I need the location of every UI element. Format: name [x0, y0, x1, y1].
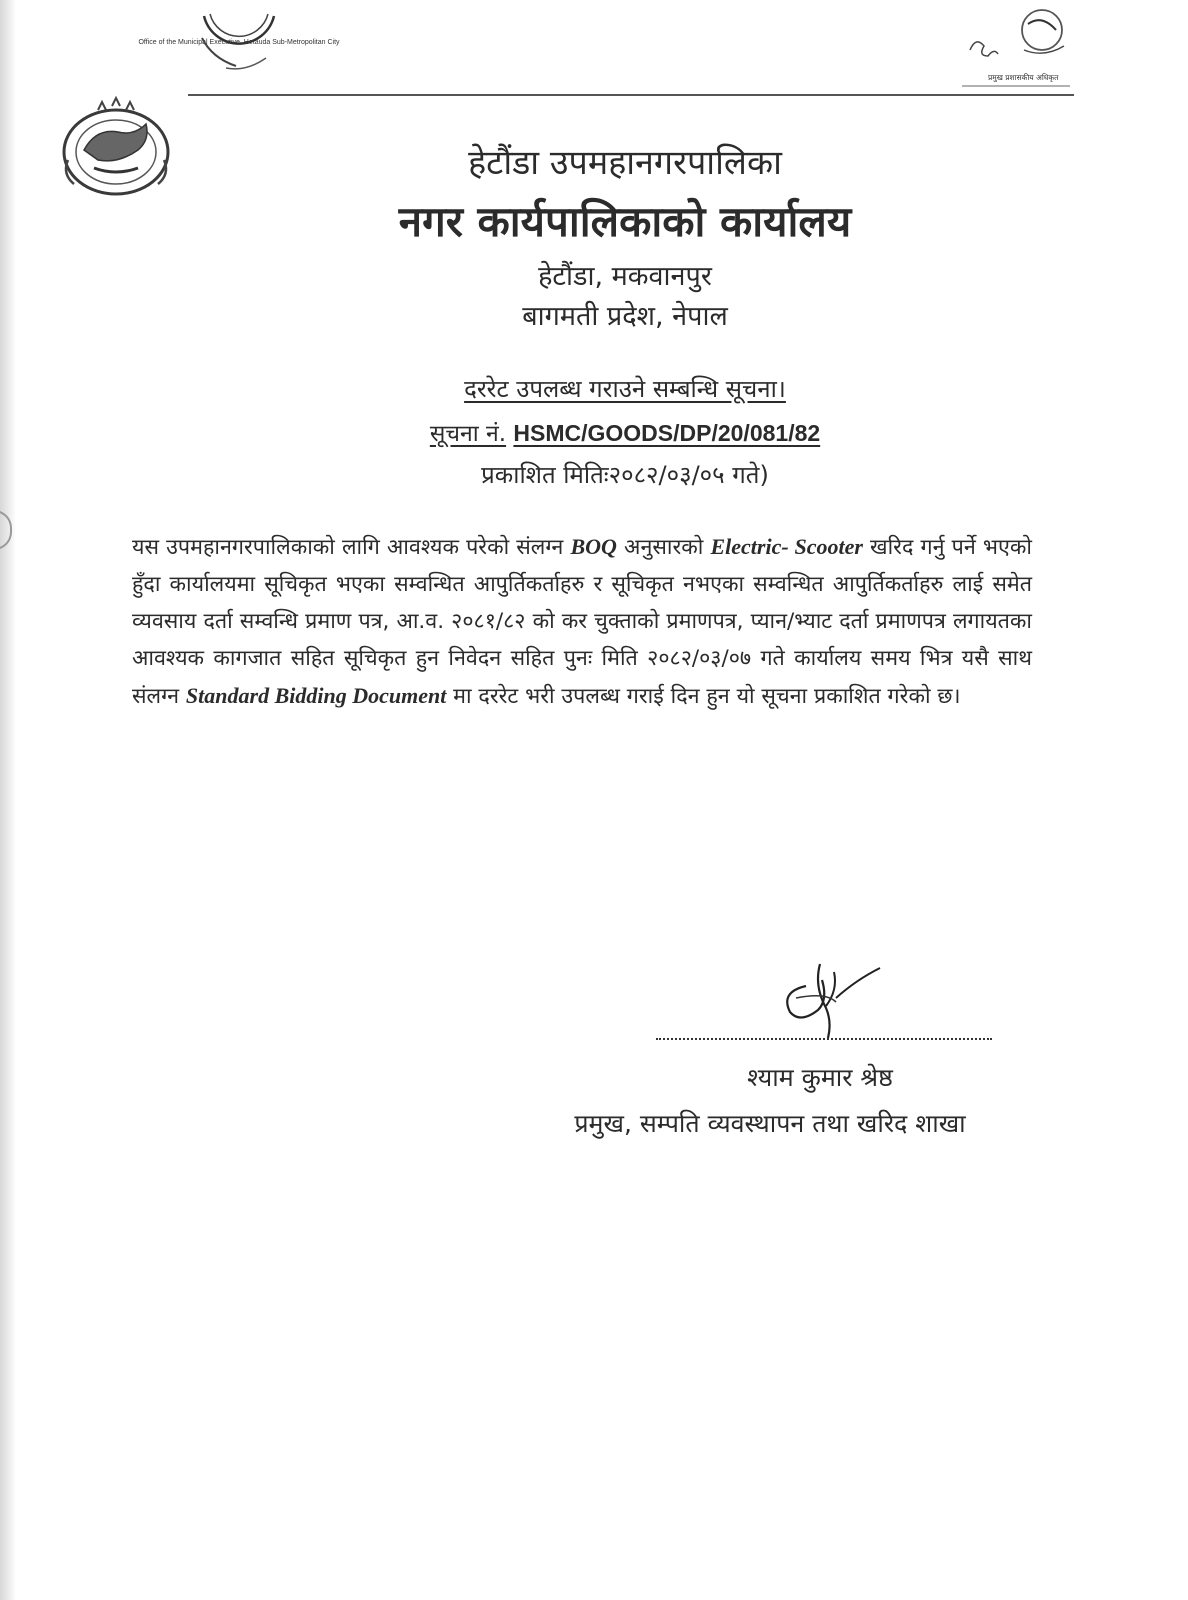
body-document-name: Standard Bidding Document — [185, 683, 447, 708]
office-title: नगर कार्यपालिकाको कार्यालय — [398, 197, 852, 246]
office-address-city: हेटौंडा, मकवानपुर — [538, 261, 712, 292]
notice-subject-text: दररेट उपलब्ध गराउने सम्बन्धि सूचना। — [464, 375, 786, 403]
body-boq: BOQ — [570, 534, 617, 559]
publish-date: प्रकाशित मितिः२०८२/०३/०५ गते) — [481, 461, 769, 489]
office-address-province: बागमती प्रदेश, नेपाल — [522, 301, 728, 332]
office-stamp-right — [958, 6, 1074, 96]
header-divider — [188, 94, 1074, 96]
notice-body — [132, 528, 1032, 715]
signatory-role: प्रमुख, सम्पति व्यवस्थापन तथा खरिद शाखा — [574, 1109, 966, 1138]
stamp-right-text: प्रमुख प्रशासकीय अधिकृत — [988, 73, 1059, 82]
body-text-part2: अनुसारको — [616, 535, 711, 560]
body-item-name: Electric- Scooter — [710, 534, 863, 559]
body-text-part4: मा दररेट भरी उपलब्ध गराई दिन हुन यो सूचना प्रकाशित गरेको छ। — [446, 684, 961, 709]
office-stamp-left — [138, 8, 340, 78]
stamp-left-text: Office of the Municipal Executive, Hetauda Sub-Metropolitan City — [138, 39, 340, 46]
nepal-government-emblem — [54, 100, 180, 200]
notice-number — [300, 416, 950, 448]
notice-number-label: सूचना नं. — [429, 421, 507, 447]
scan-page-edge — [0, 0, 16, 1600]
notice-subject — [300, 372, 950, 405]
handwritten-signature — [776, 958, 886, 1038]
signature-line — [656, 1038, 992, 1040]
body-text-part3: खरिद गर्नु पर्ने भएको हुँदा कार्यालयमा सूचिकृत भएका सम्वन्धित आपुर्तिकर्ताहरु र सूचिकृत नभएका सम्वन्धित आपुर्तिकर्ताहरु लाई समेत व्यवसाय दर्ता सम्वन्धि प्रमाण पत्र, आ.व. २०८१/८२ को कर चुक्ताको प्रमाणपत्र, प्यान/भ्याट दर्ता प्रमाणपत्र लगायतका आवश्यक कागजात सहित सूचिकृत हुन निवेदन सहित पुनः मिति २०८२/०३/०७ गते कार्यालय समय भित्र यसै साथ संलग्न — [132, 535, 1032, 709]
office-name: हेटौंडा उपमहानगरपालिका — [468, 143, 782, 183]
signatory-name: श्याम कुमार श्रेष्ठ — [747, 1063, 893, 1092]
notice-number-value: HSMC/GOODS/DP/20/081/82 — [513, 420, 821, 446]
body-text-part1: यस उपमहानगरपालिकाको लागि आवश्यक परेको संलग्न — [132, 535, 571, 560]
